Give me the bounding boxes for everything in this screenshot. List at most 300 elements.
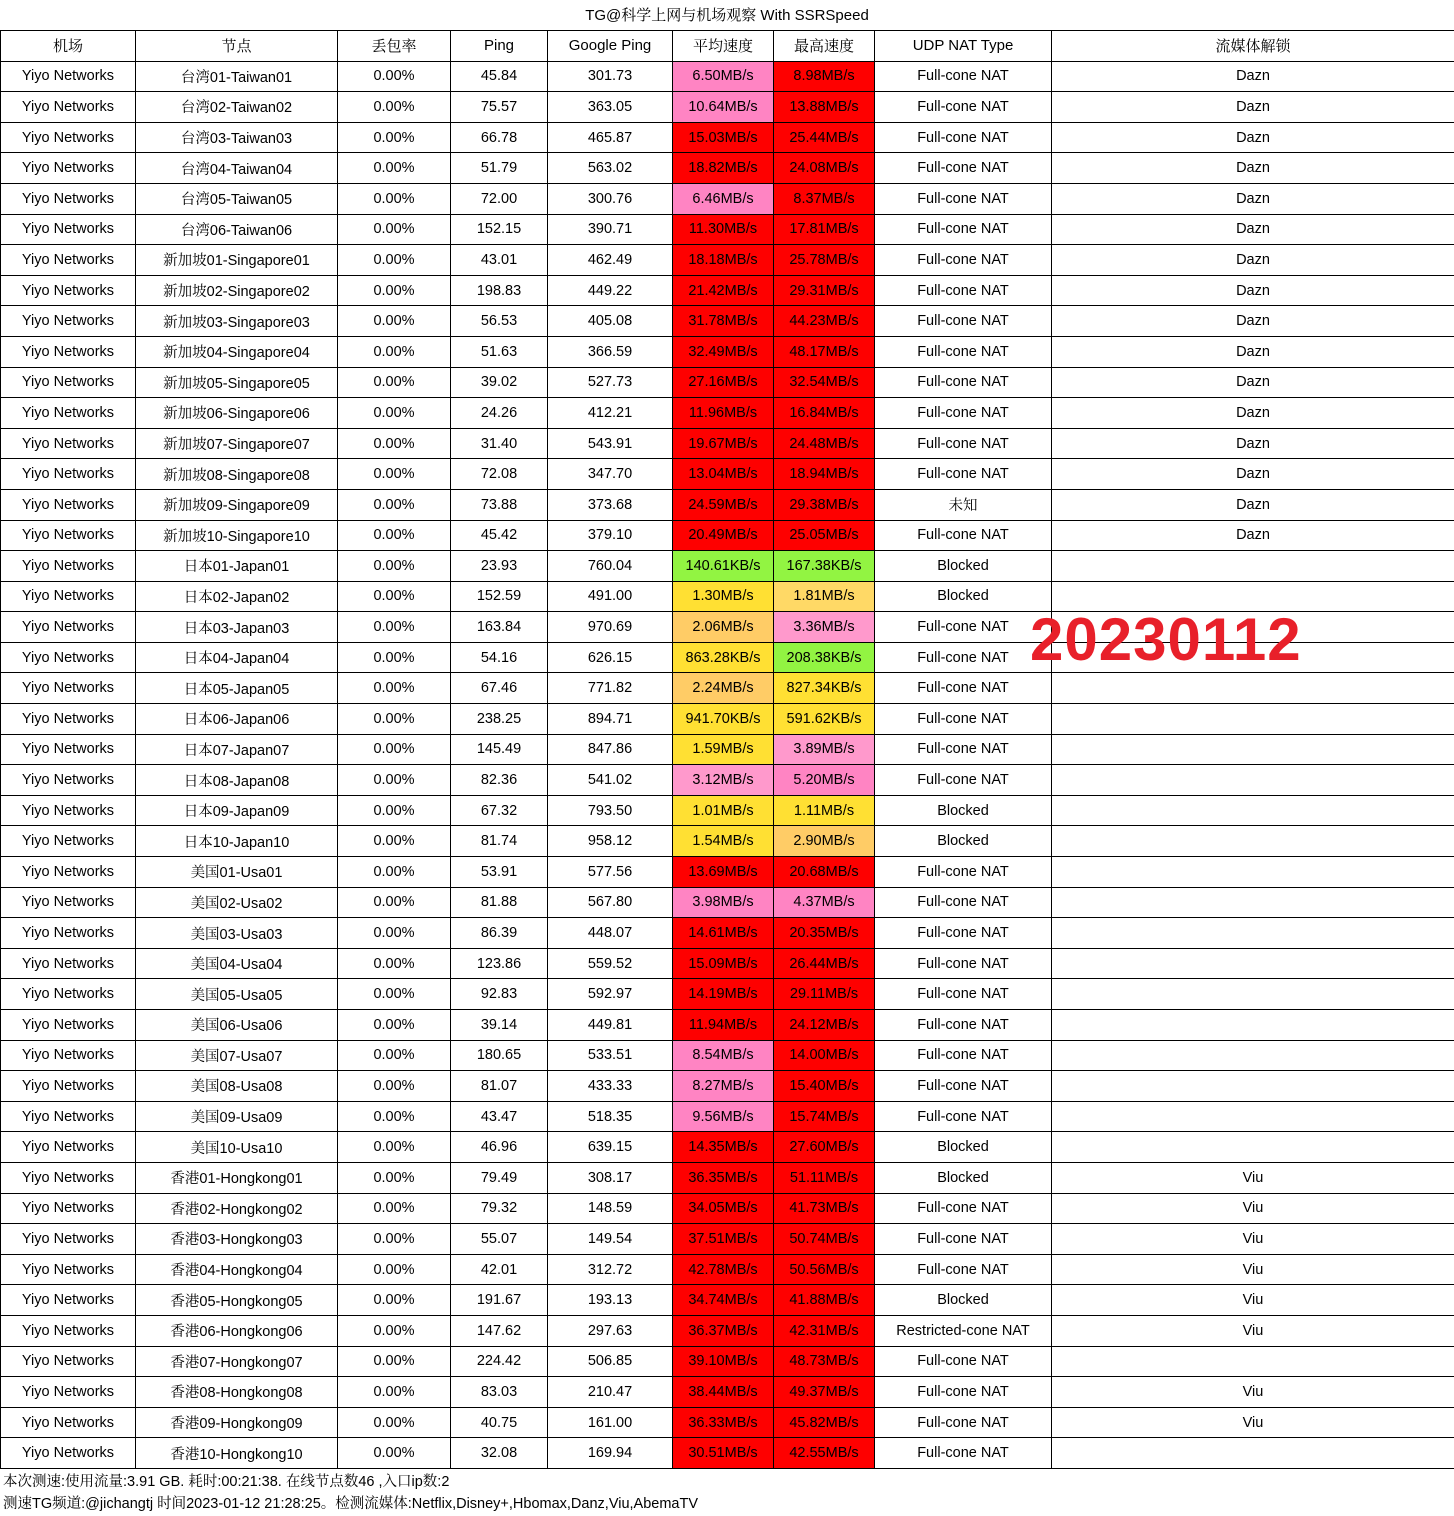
table-row [1, 612, 1454, 643]
cell-ping: 72.00 [451, 183, 548, 214]
cell-ping: 147.62 [451, 1315, 548, 1346]
cell-avg-speed: 39.10MB/s [673, 1346, 774, 1377]
cell-streaming [1052, 1040, 1454, 1071]
cell-airport: Yiyo Networks [1, 1377, 136, 1408]
cell-avg-speed: 10.64MB/s [673, 92, 774, 123]
cell-max-speed: 4.37MB/s [774, 887, 875, 918]
cell-node: 新加坡05-Singapore05 [136, 367, 338, 398]
cell-node: 日本09-Japan09 [136, 795, 338, 826]
cell-nat-type: Full-cone NAT [875, 153, 1052, 184]
cell-airport: Yiyo Networks [1, 1162, 136, 1193]
cell-streaming: Viu [1052, 1285, 1454, 1316]
column-header-google-ping: Google Ping [548, 31, 673, 62]
cell-google-ping: 518.35 [548, 1101, 673, 1132]
cell-google-ping: 626.15 [548, 642, 673, 673]
cell-streaming [1052, 826, 1454, 857]
cell-nat-type: Full-cone NAT [875, 1346, 1052, 1377]
cell-ping: 43.47 [451, 1101, 548, 1132]
date-stamp: 20230112 [1030, 605, 1302, 674]
cell-loss: 0.00% [338, 704, 451, 735]
cell-airport: Yiyo Networks [1, 918, 136, 949]
cell-streaming: Dazn [1052, 214, 1454, 245]
table-row [1, 92, 1454, 123]
cell-google-ping: 771.82 [548, 673, 673, 704]
cell-streaming: Viu [1052, 1315, 1454, 1346]
cell-avg-speed: 11.30MB/s [673, 214, 774, 245]
cell-node: 日本07-Japan07 [136, 734, 338, 765]
table-row [1, 214, 1454, 245]
cell-google-ping: 592.97 [548, 979, 673, 1010]
cell-airport: Yiyo Networks [1, 673, 136, 704]
cell-ping: 66.78 [451, 122, 548, 153]
cell-airport: Yiyo Networks [1, 489, 136, 520]
cell-google-ping: 465.87 [548, 122, 673, 153]
cell-ping: 53.91 [451, 857, 548, 888]
cell-ping: 79.32 [451, 1193, 548, 1224]
footer-line-traffic: 本次测速:使用流量:3.91 GB. 耗时:00:21:38. 在线节点数46 ,入口ip数:2 [3, 1471, 1454, 1493]
cell-loss: 0.00% [338, 122, 451, 153]
table-row [1, 826, 1454, 857]
table-row [1, 704, 1454, 735]
cell-nat-type: Restricted-cone NAT [875, 1315, 1052, 1346]
cell-loss: 0.00% [338, 275, 451, 306]
cell-loss: 0.00% [338, 734, 451, 765]
cell-avg-speed: 15.09MB/s [673, 948, 774, 979]
cell-airport: Yiyo Networks [1, 1407, 136, 1438]
cell-max-speed: 41.88MB/s [774, 1285, 875, 1316]
table-row [1, 1346, 1454, 1377]
cell-airport: Yiyo Networks [1, 551, 136, 582]
cell-node: 台湾06-Taiwan06 [136, 214, 338, 245]
cell-streaming: Dazn [1052, 367, 1454, 398]
cell-nat-type: Blocked [875, 795, 1052, 826]
cell-loss: 0.00% [338, 489, 451, 520]
cell-node: 香港01-Hongkong01 [136, 1162, 338, 1193]
column-header-loss: 丢包率 [338, 31, 451, 62]
cell-max-speed: 17.81MB/s [774, 214, 875, 245]
cell-nat-type: Full-cone NAT [875, 1407, 1052, 1438]
cell-nat-type: Full-cone NAT [875, 765, 1052, 796]
cell-avg-speed: 24.59MB/s [673, 489, 774, 520]
cell-google-ping: 366.59 [548, 336, 673, 367]
cell-nat-type: Full-cone NAT [875, 214, 1052, 245]
cell-max-speed: 32.54MB/s [774, 367, 875, 398]
cell-avg-speed: 32.49MB/s [673, 336, 774, 367]
cell-avg-speed: 140.61KB/s [673, 551, 774, 582]
cell-airport: Yiyo Networks [1, 795, 136, 826]
table-row [1, 1101, 1454, 1132]
table-row [1, 122, 1454, 153]
cell-avg-speed: 11.96MB/s [673, 398, 774, 429]
cell-max-speed: 29.11MB/s [774, 979, 875, 1010]
cell-ping: 152.59 [451, 581, 548, 612]
cell-max-speed: 208.38KB/s [774, 642, 875, 673]
cell-streaming: Dazn [1052, 122, 1454, 153]
cell-avg-speed: 3.12MB/s [673, 765, 774, 796]
cell-node: 日本02-Japan02 [136, 581, 338, 612]
cell-nat-type: Full-cone NAT [875, 734, 1052, 765]
cell-streaming [1052, 642, 1454, 673]
cell-node: 新加坡09-Singapore09 [136, 489, 338, 520]
cell-max-speed: 13.88MB/s [774, 92, 875, 123]
footer-line-channel: 测速TG频道:@jichangtj 时间2023-01-12 21:28:25。检测流媒体:Netflix,Disney+,Hbomax,Danz,Viu,AbemaTV [3, 1493, 1454, 1515]
table-row [1, 673, 1454, 704]
table-row [1, 1407, 1454, 1438]
cell-airport: Yiyo Networks [1, 887, 136, 918]
cell-avg-speed: 27.16MB/s [673, 367, 774, 398]
cell-avg-speed: 6.46MB/s [673, 183, 774, 214]
cell-avg-speed: 36.37MB/s [673, 1315, 774, 1346]
cell-max-speed: 42.31MB/s [774, 1315, 875, 1346]
table-row [1, 918, 1454, 949]
cell-google-ping: 169.94 [548, 1438, 673, 1469]
column-header-node: 节点 [136, 31, 338, 62]
cell-max-speed: 1.81MB/s [774, 581, 875, 612]
cell-google-ping: 577.56 [548, 857, 673, 888]
table-row [1, 581, 1454, 612]
cell-max-speed: 24.12MB/s [774, 1010, 875, 1041]
cell-max-speed: 29.31MB/s [774, 275, 875, 306]
cell-nat-type: Blocked [875, 1285, 1052, 1316]
cell-node: 香港10-Hongkong10 [136, 1438, 338, 1469]
cell-max-speed: 27.60MB/s [774, 1132, 875, 1163]
cell-google-ping: 149.54 [548, 1224, 673, 1255]
cell-node: 美国10-Usa10 [136, 1132, 338, 1163]
cell-ping: 72.08 [451, 459, 548, 490]
cell-google-ping: 301.73 [548, 61, 673, 92]
cell-google-ping: 462.49 [548, 245, 673, 276]
cell-avg-speed: 15.03MB/s [673, 122, 774, 153]
cell-avg-speed: 20.49MB/s [673, 520, 774, 551]
cell-max-speed: 25.78MB/s [774, 245, 875, 276]
cell-avg-speed: 34.05MB/s [673, 1193, 774, 1224]
cell-airport: Yiyo Networks [1, 1438, 136, 1469]
cell-streaming: Dazn [1052, 459, 1454, 490]
cell-nat-type: Full-cone NAT [875, 1254, 1052, 1285]
cell-airport: Yiyo Networks [1, 122, 136, 153]
cell-avg-speed: 37.51MB/s [673, 1224, 774, 1255]
cell-streaming [1052, 979, 1454, 1010]
cell-streaming: Dazn [1052, 275, 1454, 306]
cell-nat-type: Full-cone NAT [875, 306, 1052, 337]
cell-google-ping: 760.04 [548, 551, 673, 582]
cell-google-ping: 491.00 [548, 581, 673, 612]
table-row [1, 1010, 1454, 1041]
cell-loss: 0.00% [338, 1438, 451, 1469]
table-row [1, 1162, 1454, 1193]
cell-node: 日本06-Japan06 [136, 704, 338, 735]
cell-avg-speed: 11.94MB/s [673, 1010, 774, 1041]
table-header-row [1, 31, 1454, 62]
cell-loss: 0.00% [338, 1040, 451, 1071]
cell-ping: 39.02 [451, 367, 548, 398]
cell-loss: 0.00% [338, 1377, 451, 1408]
page-title: TG@科学上网与机场观察 With SSRSpeed [0, 0, 1454, 30]
cell-node: 新加坡08-Singapore08 [136, 459, 338, 490]
cell-airport: Yiyo Networks [1, 183, 136, 214]
cell-loss: 0.00% [338, 367, 451, 398]
cell-google-ping: 448.07 [548, 918, 673, 949]
cell-max-speed: 8.37MB/s [774, 183, 875, 214]
cell-google-ping: 567.80 [548, 887, 673, 918]
cell-loss: 0.00% [338, 795, 451, 826]
cell-airport: Yiyo Networks [1, 275, 136, 306]
cell-airport: Yiyo Networks [1, 336, 136, 367]
table-row [1, 153, 1454, 184]
cell-nat-type: Full-cone NAT [875, 948, 1052, 979]
cell-ping: 180.65 [451, 1040, 548, 1071]
cell-google-ping: 161.00 [548, 1407, 673, 1438]
cell-google-ping: 148.59 [548, 1193, 673, 1224]
cell-airport: Yiyo Networks [1, 1010, 136, 1041]
cell-max-speed: 42.55MB/s [774, 1438, 875, 1469]
cell-max-speed: 591.62KB/s [774, 704, 875, 735]
cell-loss: 0.00% [338, 673, 451, 704]
cell-loss: 0.00% [338, 428, 451, 459]
cell-nat-type: Full-cone NAT [875, 275, 1052, 306]
cell-avg-speed: 34.74MB/s [673, 1285, 774, 1316]
cell-google-ping: 433.33 [548, 1071, 673, 1102]
table-row [1, 275, 1454, 306]
cell-max-speed: 827.34KB/s [774, 673, 875, 704]
cell-loss: 0.00% [338, 1010, 451, 1041]
cell-streaming: Dazn [1052, 61, 1454, 92]
cell-loss: 0.00% [338, 1346, 451, 1377]
cell-airport: Yiyo Networks [1, 979, 136, 1010]
cell-node: 新加坡04-Singapore04 [136, 336, 338, 367]
cell-airport: Yiyo Networks [1, 704, 136, 735]
cell-nat-type: Full-cone NAT [875, 92, 1052, 123]
cell-airport: Yiyo Networks [1, 214, 136, 245]
cell-avg-speed: 31.78MB/s [673, 306, 774, 337]
cell-max-speed: 25.05MB/s [774, 520, 875, 551]
cell-node: 新加坡01-Singapore01 [136, 245, 338, 276]
cell-airport: Yiyo Networks [1, 1224, 136, 1255]
cell-google-ping: 300.76 [548, 183, 673, 214]
cell-ping: 39.14 [451, 1010, 548, 1041]
cell-airport: Yiyo Networks [1, 642, 136, 673]
cell-max-speed: 167.38KB/s [774, 551, 875, 582]
cell-avg-speed: 19.67MB/s [673, 428, 774, 459]
cell-node: 日本05-Japan05 [136, 673, 338, 704]
cell-loss: 0.00% [338, 459, 451, 490]
cell-google-ping: 193.13 [548, 1285, 673, 1316]
cell-ping: 86.39 [451, 918, 548, 949]
cell-google-ping: 312.72 [548, 1254, 673, 1285]
cell-airport: Yiyo Networks [1, 612, 136, 643]
cell-google-ping: 412.21 [548, 398, 673, 429]
cell-streaming: Viu [1052, 1407, 1454, 1438]
cell-ping: 82.36 [451, 765, 548, 796]
cell-ping: 81.88 [451, 887, 548, 918]
cell-node: 台湾04-Taiwan04 [136, 153, 338, 184]
cell-ping: 55.07 [451, 1224, 548, 1255]
table-row [1, 398, 1454, 429]
cell-ping: 23.93 [451, 551, 548, 582]
column-header-streaming-unlock: 流媒体解锁 [1052, 31, 1454, 62]
cell-max-speed: 25.44MB/s [774, 122, 875, 153]
cell-loss: 0.00% [338, 245, 451, 276]
cell-max-speed: 44.23MB/s [774, 306, 875, 337]
cell-node: 新加坡07-Singapore07 [136, 428, 338, 459]
cell-google-ping: 563.02 [548, 153, 673, 184]
table-row [1, 1224, 1454, 1255]
cell-ping: 45.42 [451, 520, 548, 551]
cell-node: 美国09-Usa09 [136, 1101, 338, 1132]
cell-loss: 0.00% [338, 92, 451, 123]
table-row [1, 948, 1454, 979]
cell-node: 台湾01-Taiwan01 [136, 61, 338, 92]
cell-avg-speed: 36.35MB/s [673, 1162, 774, 1193]
table-row [1, 551, 1454, 582]
cell-nat-type: Blocked [875, 551, 1052, 582]
cell-avg-speed: 21.42MB/s [673, 275, 774, 306]
cell-streaming [1052, 673, 1454, 704]
cell-google-ping: 847.86 [548, 734, 673, 765]
cell-max-speed: 1.11MB/s [774, 795, 875, 826]
cell-streaming: Viu [1052, 1254, 1454, 1285]
cell-nat-type: Full-cone NAT [875, 918, 1052, 949]
cell-google-ping: 379.10 [548, 520, 673, 551]
cell-google-ping: 559.52 [548, 948, 673, 979]
cell-avg-speed: 36.33MB/s [673, 1407, 774, 1438]
cell-streaming: Viu [1052, 1162, 1454, 1193]
cell-loss: 0.00% [338, 918, 451, 949]
cell-nat-type: Full-cone NAT [875, 979, 1052, 1010]
table-row [1, 459, 1454, 490]
table-row [1, 857, 1454, 888]
cell-loss: 0.00% [338, 612, 451, 643]
cell-node: 美国07-Usa07 [136, 1040, 338, 1071]
cell-streaming [1052, 1132, 1454, 1163]
cell-node: 台湾02-Taiwan02 [136, 92, 338, 123]
cell-max-speed: 3.89MB/s [774, 734, 875, 765]
table-row [1, 1040, 1454, 1071]
cell-max-speed: 15.40MB/s [774, 1071, 875, 1102]
cell-airport: Yiyo Networks [1, 765, 136, 796]
cell-avg-speed: 863.28KB/s [673, 642, 774, 673]
cell-google-ping: 210.47 [548, 1377, 673, 1408]
cell-max-speed: 41.73MB/s [774, 1193, 875, 1224]
cell-avg-speed: 9.56MB/s [673, 1101, 774, 1132]
cell-avg-speed: 1.30MB/s [673, 581, 774, 612]
cell-airport: Yiyo Networks [1, 857, 136, 888]
cell-nat-type: Full-cone NAT [875, 1377, 1052, 1408]
cell-ping: 81.74 [451, 826, 548, 857]
cell-nat-type: Full-cone NAT [875, 1438, 1052, 1469]
cell-node: 日本10-Japan10 [136, 826, 338, 857]
column-header-avg-speed: 平均速度 [673, 31, 774, 62]
cell-max-speed: 51.11MB/s [774, 1162, 875, 1193]
cell-nat-type: Full-cone NAT [875, 1071, 1052, 1102]
column-header-udp-nat-type: UDP NAT Type [875, 31, 1052, 62]
cell-google-ping: 363.05 [548, 92, 673, 123]
cell-streaming [1052, 612, 1454, 643]
cell-node: 美国05-Usa05 [136, 979, 338, 1010]
cell-node: 香港07-Hongkong07 [136, 1346, 338, 1377]
cell-streaming: Dazn [1052, 306, 1454, 337]
cell-ping: 152.15 [451, 214, 548, 245]
cell-avg-speed: 1.01MB/s [673, 795, 774, 826]
cell-nat-type: Full-cone NAT [875, 398, 1052, 429]
cell-streaming [1052, 551, 1454, 582]
cell-nat-type: Full-cone NAT [875, 122, 1052, 153]
cell-node: 美国02-Usa02 [136, 887, 338, 918]
cell-loss: 0.00% [338, 306, 451, 337]
cell-avg-speed: 8.27MB/s [673, 1071, 774, 1102]
table-row [1, 245, 1454, 276]
column-header-max-speed: 最高速度 [774, 31, 875, 62]
table-row [1, 61, 1454, 92]
cell-max-speed: 26.44MB/s [774, 948, 875, 979]
cell-node: 日本03-Japan03 [136, 612, 338, 643]
cell-max-speed: 3.36MB/s [774, 612, 875, 643]
cell-avg-speed: 8.54MB/s [673, 1040, 774, 1071]
cell-airport: Yiyo Networks [1, 1254, 136, 1285]
table-row [1, 520, 1454, 551]
cell-nat-type: Blocked [875, 826, 1052, 857]
cell-ping: 46.96 [451, 1132, 548, 1163]
cell-ping: 92.83 [451, 979, 548, 1010]
cell-max-speed: 48.17MB/s [774, 336, 875, 367]
cell-loss: 0.00% [338, 826, 451, 857]
cell-nat-type: Full-cone NAT [875, 336, 1052, 367]
cell-airport: Yiyo Networks [1, 1193, 136, 1224]
cell-nat-type: Full-cone NAT [875, 459, 1052, 490]
cell-ping: 40.75 [451, 1407, 548, 1438]
cell-streaming: Viu [1052, 1377, 1454, 1408]
cell-loss: 0.00% [338, 336, 451, 367]
cell-max-speed: 24.48MB/s [774, 428, 875, 459]
cell-nat-type: Full-cone NAT [875, 642, 1052, 673]
cell-ping: 32.08 [451, 1438, 548, 1469]
cell-loss: 0.00% [338, 948, 451, 979]
cell-google-ping: 541.02 [548, 765, 673, 796]
cell-airport: Yiyo Networks [1, 367, 136, 398]
cell-avg-speed: 13.69MB/s [673, 857, 774, 888]
cell-node: 香港03-Hongkong03 [136, 1224, 338, 1255]
cell-node: 美国04-Usa04 [136, 948, 338, 979]
cell-max-speed: 8.98MB/s [774, 61, 875, 92]
cell-airport: Yiyo Networks [1, 1132, 136, 1163]
table-body [1, 61, 1454, 1468]
cell-streaming: Dazn [1052, 336, 1454, 367]
speedtest-table [0, 30, 1454, 1469]
cell-streaming: Dazn [1052, 245, 1454, 276]
cell-streaming: Dazn [1052, 428, 1454, 459]
cell-avg-speed: 42.78MB/s [673, 1254, 774, 1285]
cell-streaming: Dazn [1052, 489, 1454, 520]
cell-airport: Yiyo Networks [1, 1101, 136, 1132]
cell-google-ping: 543.91 [548, 428, 673, 459]
cell-loss: 0.00% [338, 398, 451, 429]
cell-airport: Yiyo Networks [1, 1040, 136, 1071]
cell-node: 美国01-Usa01 [136, 857, 338, 888]
cell-nat-type: Full-cone NAT [875, 673, 1052, 704]
cell-max-speed: 20.68MB/s [774, 857, 875, 888]
cell-airport: Yiyo Networks [1, 153, 136, 184]
cell-node: 美国03-Usa03 [136, 918, 338, 949]
table-row [1, 1254, 1454, 1285]
cell-google-ping: 308.17 [548, 1162, 673, 1193]
cell-node: 新加坡10-Singapore10 [136, 520, 338, 551]
table-row [1, 1132, 1454, 1163]
cell-streaming [1052, 795, 1454, 826]
cell-nat-type: Full-cone NAT [875, 367, 1052, 398]
table-row [1, 1193, 1454, 1224]
table-row [1, 979, 1454, 1010]
cell-avg-speed: 6.50MB/s [673, 61, 774, 92]
